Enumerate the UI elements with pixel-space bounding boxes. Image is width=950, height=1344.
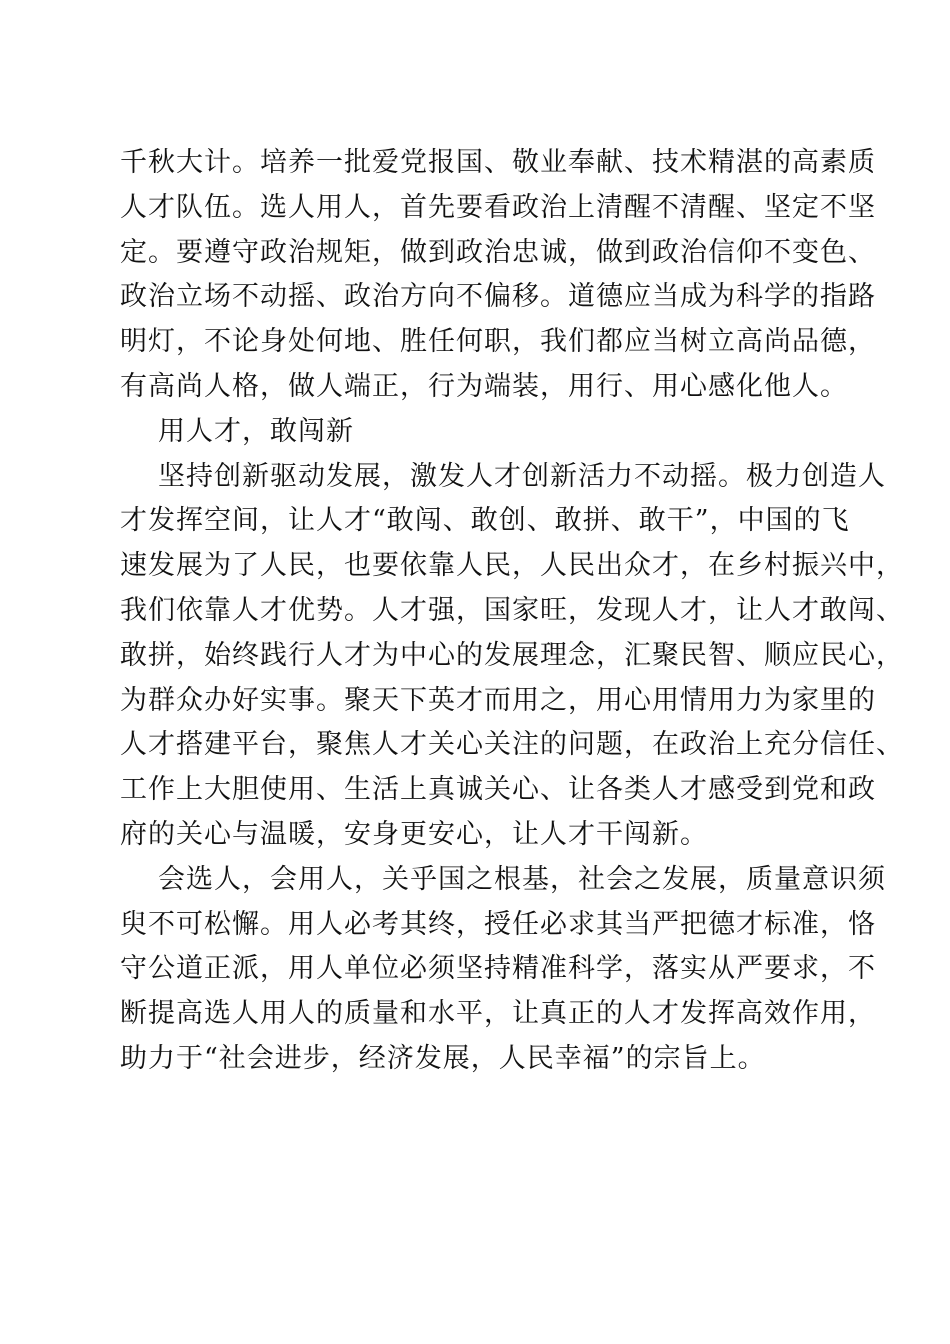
paragraph-1	[120, 141, 876, 410]
paragraph-3-line: 断提高选人用人的质量和水平，让真正的人才发挥高效作用，	[120, 998, 876, 1030]
paragraph-2-line: 为群众办好实事。聚天下英才而用之，用心用情用力为家里的	[120, 684, 876, 716]
section-heading-text: 用人才，敢闯新	[158, 415, 354, 447]
paragraph-2-line: 工作上大胆使用、生活上真诚关心、让各类人才感受到党和政	[120, 774, 876, 806]
paragraph-2-line: 才发挥空间，让人才“敢闯、敢创、敢拼、敢干”，中国的飞	[120, 505, 850, 537]
paragraph-1-line: 人才队伍。选人用人，首先要看政治上清醒不清醒、坚定不坚	[120, 191, 876, 223]
paragraph-2-line: 速发展为了人民，也要依靠人民，人民出众才，在乡村振兴中，	[120, 550, 904, 582]
paragraph-3-line: 臾不可松懈。用人必考其终，授任必求其当严把德才标准，恪	[120, 908, 876, 940]
paragraph-3-line: 助力于“社会进步，经济发展，人民幸福”的宗旨上。	[120, 1042, 766, 1074]
paragraph-3-line: 守公道正派，用人单位必须坚持精准科学，落实从严要求，不	[120, 953, 876, 985]
paragraph-1-line: 定。要遵守政治规矩，做到政治忠诚，做到政治信仰不变色、	[120, 236, 876, 268]
section-heading	[120, 410, 832, 455]
paragraph-1-line: 政治立场不动摇、政治方向不偏移。道德应当成为科学的指路	[120, 281, 876, 313]
paragraph-2-line: 人才搭建平台，聚焦人才关心关注的问题，在政治上充分信任、	[120, 729, 904, 761]
paragraph-2-line: 我们依靠人才优势。人才强，国家旺，发现人才，让人才敢闯、	[120, 594, 904, 626]
paragraph-3	[120, 858, 886, 1082]
paragraph-3-line: 会选人，会用人，关乎国之根基，社会之发展，质量意识须	[158, 863, 886, 895]
document-body	[120, 141, 904, 1082]
paragraph-1-line: 有高尚人格，做人端正，行为端装，用行、用心感化他人。	[120, 370, 848, 402]
paragraph-1-line: 明灯，不论身处何地、胜任何职，我们都应当树立高尚品德，	[120, 326, 876, 358]
paragraph-2-line: 坚持创新驱动发展，激发人才创新活力不动摇。极力创造人	[158, 460, 886, 492]
paragraph-1-line: 千秋大计。培养一批爱党报国、敬业奉献、技术精湛的高素质	[120, 147, 876, 178]
paragraph-2-line: 敢拼，始终践行人才为中心的发展理念，汇聚民智、顺应民心，	[120, 639, 904, 671]
paragraph-2-line: 府的关心与温暖，安身更安心，让人才干闯新。	[120, 818, 708, 850]
paragraph-2	[120, 455, 904, 858]
